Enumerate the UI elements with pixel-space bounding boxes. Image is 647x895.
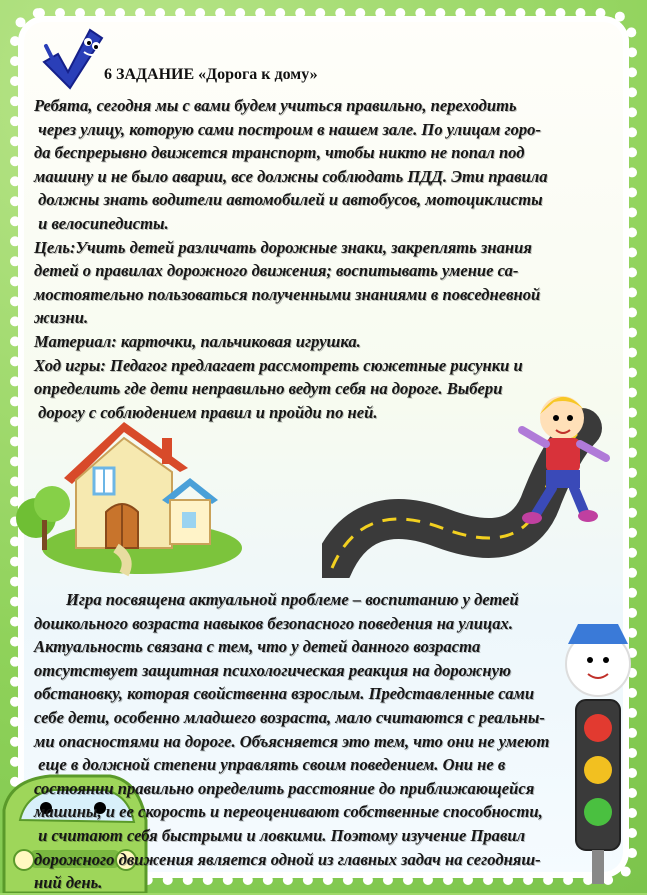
text-line: машины, и ее скорость и переоценивают собственные способности,	[34, 802, 543, 822]
checkmark-character-icon	[38, 24, 108, 92]
house-illustration	[12, 408, 242, 578]
text-line: обстановку, которая свойственна взрослым. Представленные сами	[34, 684, 535, 704]
text-line: ний день.	[34, 873, 103, 893]
boy-on-road-illustration	[322, 388, 612, 578]
text-line: жизни.	[34, 308, 89, 328]
text-line: дошкольного возраста навыков безопасного поведения на улицах.	[34, 613, 513, 633]
text-line: через улицу, которую сами построим в нашем зале. По улицам горо-	[34, 119, 542, 139]
text-line: детей о правилах дорожного движения; воспитывать умение са-	[34, 261, 519, 281]
text-line: определить где дети неправильно ведут себя на дороге. Выбери	[34, 379, 503, 399]
text-line: себе дети, особенно младшего возраста, мало считаются с реальны-	[34, 707, 545, 727]
text-line: мостоятельно пользоваться полученными знаниями в повседневной	[34, 284, 541, 304]
text-line: еще в должной степени управлять своим поведением. Они не в	[34, 755, 506, 775]
text-line: и велосипедисты.	[34, 213, 169, 233]
text-line: Игра посвящена актуальной проблеме – воспитанию у детей	[66, 590, 519, 609]
text-line: ми опасностями на дороге. Объясняется это тем, что они не умеют	[34, 731, 550, 751]
page-title: 6 ЗАДАНИЕ «Дорога к дому»	[104, 66, 318, 83]
text-line: Ребята, сегодня мы с вами будем учиться правильно, переходить	[34, 96, 517, 115]
text-line: отсутствует защитная психологическая реакция на дорожную	[34, 660, 512, 680]
text-line: Цель:Учить детей различать дорожные знаки, закреплять знания	[34, 237, 532, 257]
text-line: состоянии правильно определить расстояние до приближающейся	[34, 778, 535, 798]
description-text	[34, 588, 626, 895]
intro-text	[34, 94, 624, 424]
text-line: Материал: карточки, пальчиковая игрушка.	[34, 331, 361, 351]
text-line: и считают себя быстрыми и ловкими. Поэтому изучение Правил	[34, 825, 526, 845]
text-line: Актуальность связана с тем, что у детей данного возраста	[34, 637, 481, 657]
text-line: Ход игры: Педагог предлагает рассмотреть сюжетные рисунки и	[34, 355, 523, 375]
text-line: машину и не было аварии, все должны соблюдать ПДД. Эти правила	[34, 166, 548, 186]
text-line: да беспрерывно движется транспорт, чтобы никто не попал под	[34, 143, 525, 163]
text-line: дорогу с соблюдением правил и пройди по ней.	[34, 402, 378, 422]
text-line: должны знать водители автомобилей и автобусов, мотоциклисты	[34, 190, 543, 210]
text-line: дорожного движения является одной из главных задач на сегодняш-	[34, 849, 541, 869]
